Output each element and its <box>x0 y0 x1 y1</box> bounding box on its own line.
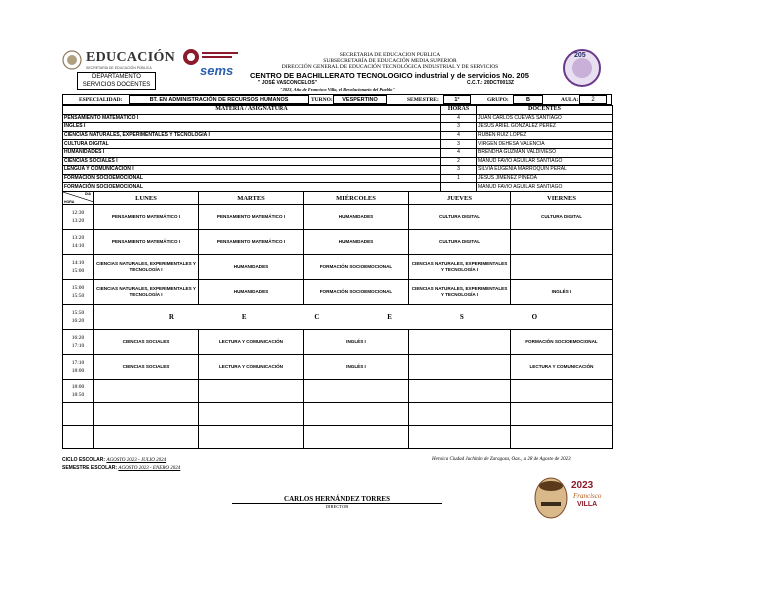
schedule-table <box>62 191 613 449</box>
corner-cell <box>63 192 94 205</box>
subject-teacher: JUAN CARLOS CUEVAS SANTIAGO <box>477 114 613 123</box>
class-cell: HUMANIDADES <box>304 205 409 230</box>
time-slot-text: 16:20 <box>71 335 85 341</box>
especialidad-label: ESPECIALIDAD: <box>79 97 123 103</box>
dgeti-logo <box>182 48 238 76</box>
time-slot <box>63 230 94 255</box>
time-slot-text: 13:20 <box>71 218 85 224</box>
corner-hora: HORA <box>64 200 75 204</box>
subject-name: FORMACIÓN SOCIOEMOCIONAL <box>63 174 441 183</box>
subjects-table <box>62 105 613 192</box>
subject-name: PENSAMIENTO MATEMÁTICO I <box>63 114 441 123</box>
class-cell <box>409 403 511 426</box>
semestre-escolar-value: AGOSTO 2023 - ENERO 2024 <box>118 466 181 471</box>
schedule-row <box>63 305 613 330</box>
time-slot <box>63 426 94 449</box>
time-slot-text: 15:50 <box>71 310 85 316</box>
class-cell: PENSAMIENTO MATEMÁTICO I <box>94 230 199 255</box>
subject-teacher: RUBEN RUIZ LOPEZ <box>477 131 613 140</box>
department-line2: SERVICIOS DOCENTES <box>82 82 151 88</box>
schedule-row <box>63 403 613 426</box>
educacion-logo <box>62 50 176 72</box>
class-cell <box>94 426 199 449</box>
docentes-header: DOCENTES <box>477 106 613 115</box>
class-cell <box>304 426 409 449</box>
subject-hours: 3 <box>441 166 477 175</box>
header-line3: DIRECCIÓN GENERAL DE EDUCACIÓN TECNOLÓGICA INDUSTRIAL Y DE SERVICIOS <box>281 64 499 70</box>
ciclo-label: CICLO ESCOLAR: <box>62 457 106 463</box>
time-slot <box>63 305 94 330</box>
class-cell <box>409 355 511 380</box>
subject-row <box>63 166 613 175</box>
subject-name: FORMACIÓN SOCIOEMOCIONAL <box>63 183 441 192</box>
subject-hours: 3 <box>441 140 477 149</box>
class-cell: LECTURA Y COMUNICACIÓN <box>511 355 613 380</box>
center-alias: " JOSÉ VASCONCELOS" <box>258 80 318 86</box>
sems-logo-text: sems <box>200 63 234 78</box>
time-slot-text: 15:00 <box>71 268 85 274</box>
department-box <box>77 72 156 90</box>
motto: "2023, Año de Francisco Villa, el Revolucionario del Pueblo" <box>280 87 395 92</box>
class-cell: PENSAMIENTO MATEMÁTICO I <box>94 205 199 230</box>
semestre-escolar-label: SEMESTRE ESCOLAR: <box>62 465 118 471</box>
horas-header: HORAS <box>441 106 477 115</box>
class-cell: CIENCIAS NATURALES, EXPERIMENTALES Y TECNOLOGÍA I <box>409 255 511 280</box>
class-cell <box>511 426 613 449</box>
subject-name: CIENCIAS SOCIALES I <box>63 157 441 166</box>
semestre-value: 1° <box>443 95 471 104</box>
corner-dia: DIA <box>84 192 91 196</box>
recess-letter: O <box>531 313 538 321</box>
time-slot-text: 17:10 <box>71 343 85 349</box>
class-cell <box>304 380 409 403</box>
class-cell: CULTURA DIGITAL <box>409 230 511 255</box>
schedule-row <box>63 205 613 230</box>
class-cell <box>409 426 511 449</box>
subject-teacher: BRENDHA GUZMAN VALDIVIESO <box>477 148 613 157</box>
time-slot-text: 15:00 <box>71 285 85 291</box>
time-slot <box>63 205 94 230</box>
days-header-row <box>63 192 613 205</box>
class-cell: INGLÉS I <box>304 355 409 380</box>
villa-name2: VILLA <box>577 501 598 508</box>
subject-hours: 4 <box>441 148 477 157</box>
turno-value: VESPERTINO <box>333 95 387 104</box>
class-cell: CIENCIAS SOCIALES <box>94 330 199 355</box>
turno-label: TURNO: <box>311 97 333 103</box>
class-cell: FORMACIÓN SOCIOEMOCIONAL <box>304 255 409 280</box>
class-cell: FORMACIÓN SOCIOEMOCIONAL <box>511 330 613 355</box>
subject-name: CIENCIAS NATURALES, EXPERIMENTALES Y TECNOLOGÍA I <box>63 131 441 140</box>
coat-of-arms-icon <box>62 50 82 70</box>
grupo-label: GRUPO: <box>487 97 509 103</box>
subject-hours: 2 <box>441 157 477 166</box>
ciclo-escolar <box>62 457 166 463</box>
subject-teacher: MANUD FAVIO AGUILAR SANTIAGO <box>477 183 613 192</box>
time-slot-text: 13:20 <box>71 235 85 241</box>
schedule-row <box>63 230 613 255</box>
time-slot-text: 14:10 <box>71 260 85 266</box>
class-cell: HUMANIDADES <box>199 255 304 280</box>
class-cell: PENSAMIENTO MATEMÁTICO I <box>199 205 304 230</box>
subjects-header-row <box>63 106 613 115</box>
dgeti-emblem-icon <box>182 48 200 66</box>
subject-name: HUMANIDADES I <box>63 148 441 157</box>
center-name: CENTRO DE BACHILLERATO TECNOLOGICO industrial y de servicios No. 205 <box>250 71 529 80</box>
signer-name: CARLOS HERNÁNDEZ TORRES <box>284 495 390 503</box>
time-slot-text: 18:00 <box>71 368 85 374</box>
class-cell: PENSAMIENTO MATEMÁTICO I <box>199 230 304 255</box>
villa-name1: Francisco <box>573 492 602 500</box>
day-lunes: LUNES <box>94 192 199 205</box>
recess-letter: S <box>459 313 464 321</box>
aula-value: 2 <box>579 95 607 104</box>
schedule-row <box>63 380 613 403</box>
schedule-row <box>63 355 613 380</box>
class-cell: CIENCIAS NATURALES, EXPERIMENTALES Y TECNOLOGÍA I <box>409 280 511 305</box>
subject-hours: 4 <box>441 131 477 140</box>
schedule-row <box>63 330 613 355</box>
especialidad-value: BT. EN ADMINISTRACIÓN DE RECURSOS HUMANOS <box>129 95 309 104</box>
subject-row <box>63 140 613 149</box>
class-cell: CULTURA DIGITAL <box>409 205 511 230</box>
recess-letter: R <box>168 313 174 321</box>
subject-row <box>63 174 613 183</box>
day-viernes: VIERNES <box>511 192 613 205</box>
info-row <box>62 94 612 105</box>
aula-label: AULA: <box>561 97 579 103</box>
class-cell <box>304 403 409 426</box>
semestre-escolar <box>62 465 180 471</box>
subject-hours: 3 <box>441 123 477 132</box>
subject-teacher: JESUS ARIEL GONZALEZ PEREZ <box>477 123 613 132</box>
class-cell <box>511 403 613 426</box>
time-slot <box>63 330 94 355</box>
header-line1: SECRETARIA DE EDUCACION PUBLICA <box>339 52 441 58</box>
time-slot-text: 12:30 <box>71 210 85 216</box>
day-martes: MARTES <box>199 192 304 205</box>
class-cell <box>199 426 304 449</box>
subject-teacher: VIRGEN DEHESA VALENCIA <box>477 140 613 149</box>
cct-code: C.C.T.: 20DCT0013Z <box>467 80 514 86</box>
place-date: Heroica Ciudad Juchitán de Zaragoza, Oax., a 28 de Agosto de 2023 <box>432 457 571 462</box>
time-slot <box>63 280 94 305</box>
header-line2: SUBSECRETARÍA DE EDUCACIÓN MEDIA SUPERIOR <box>323 58 457 64</box>
schedule-row <box>63 255 613 280</box>
recess-letter: E <box>387 313 392 321</box>
subject-name: INGLÉS I <box>63 123 441 132</box>
time-slot-text: 14:10 <box>71 243 85 249</box>
class-cell <box>409 330 511 355</box>
subject-teacher: MANUD FAVIO AGUILAR SANTIAGO <box>477 157 613 166</box>
villa-portrait-icon <box>533 476 569 520</box>
recess-cell <box>94 305 613 330</box>
day-jueves: JUEVES <box>409 192 511 205</box>
grupo-value: B <box>513 95 543 104</box>
class-cell: CIENCIAS NATURALES, EXPERIMENTALES Y TECNOLOGÍA I <box>94 280 199 305</box>
ciclo-value: AGOSTO 2023 - JULIO 2024 <box>106 458 167 463</box>
time-slot-text: 15:50 <box>71 293 85 299</box>
class-cell: CIENCIAS NATURALES, EXPERIMENTALES Y TECNOLOGÍA I <box>94 255 199 280</box>
time-slot-text: 18:50 <box>71 392 85 398</box>
schedule-row <box>63 426 613 449</box>
subject-hours: 1 <box>441 174 477 183</box>
subject-name: CULTURA DIGITAL <box>63 140 441 149</box>
time-slot-text: 18:00 <box>71 384 85 390</box>
time-slot-text: 17:10 <box>71 360 85 366</box>
villa-year: 2023 <box>571 480 594 491</box>
subject-teacher: SILVIA EUGENIA MARROQUIN PERAL <box>477 166 613 175</box>
time-slot-text: 16:20 <box>71 318 85 324</box>
subject-row <box>63 114 613 123</box>
class-cell: LECTURA Y COMUNICACIÓN <box>199 330 304 355</box>
time-slot <box>63 355 94 380</box>
department-line1: DEPARTAMENTO <box>92 74 141 80</box>
subject-row <box>63 148 613 157</box>
francisco-villa-logo <box>533 474 613 522</box>
subject-teacher: JESUS JIMENEZ PINEDA <box>477 174 613 183</box>
class-cell: HUMANIDADES <box>304 230 409 255</box>
class-cell: HUMANIDADES <box>199 280 304 305</box>
subject-name: LENGUA Y COMUNICACIÓN I <box>63 166 441 175</box>
class-cell <box>94 403 199 426</box>
class-cell: INGLÉS I <box>511 280 613 305</box>
class-cell <box>199 380 304 403</box>
subject-row <box>63 157 613 166</box>
class-cell: FORMACIÓN SOCIOEMOCIONAL <box>304 280 409 305</box>
schedule-row <box>63 280 613 305</box>
class-cell: CULTURA DIGITAL <box>511 205 613 230</box>
materia-header: MATERIA / ASIGNATURA <box>63 106 441 115</box>
time-slot <box>63 403 94 426</box>
signer-role: DIRECTOR <box>325 504 349 509</box>
class-cell <box>199 403 304 426</box>
class-cell: LECTURA Y COMUNICACIÓN <box>199 355 304 380</box>
day-miercoles: MIÉRCOLES <box>304 192 409 205</box>
cbtis-badge-number: 205 <box>574 52 586 59</box>
recess-letter: E <box>241 313 247 321</box>
class-cell: CIENCIAS SOCIALES <box>94 355 199 380</box>
class-cell <box>511 230 613 255</box>
class-cell: INGLÉS I <box>304 330 409 355</box>
subject-row <box>63 123 613 132</box>
subject-row <box>63 131 613 140</box>
educacion-logo-subtext: SECRETARÍA DE EDUCACIÓN PÚBLICA <box>86 66 152 70</box>
class-cell <box>511 255 613 280</box>
semestre-label: SEMESTRE: <box>407 97 439 103</box>
class-cell <box>511 380 613 403</box>
class-cell <box>94 380 199 403</box>
class-cell <box>409 380 511 403</box>
cbtis-badge <box>562 48 602 88</box>
time-slot <box>63 380 94 403</box>
educacion-logo-text: EDUCACIÓN <box>86 50 176 65</box>
time-slot <box>63 255 94 280</box>
subject-hours: 4 <box>441 114 477 123</box>
recess-letter: C <box>314 313 320 321</box>
